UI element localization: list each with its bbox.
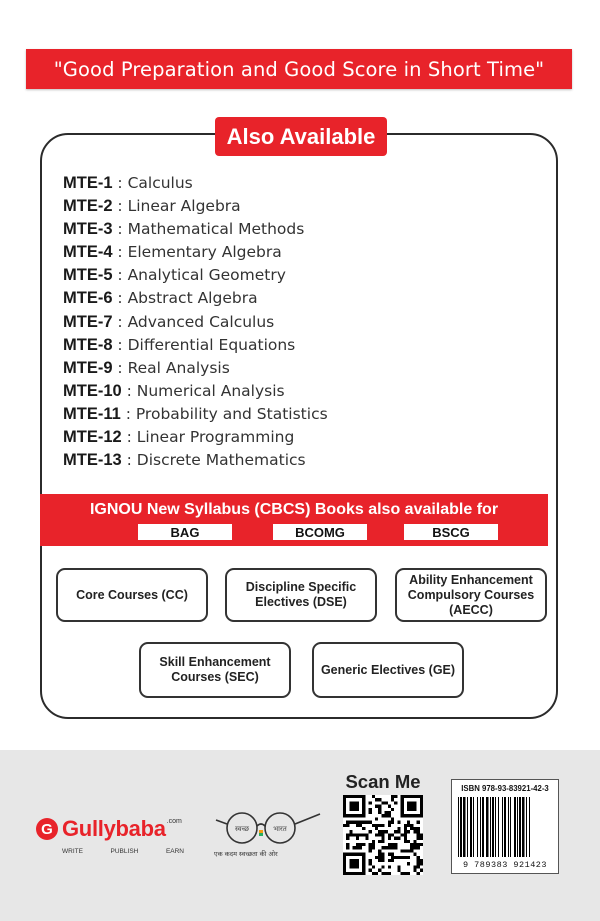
tagline-publish: PUBLISH (110, 848, 139, 855)
course-name: : Differential Equations (112, 335, 296, 354)
course-item (63, 426, 328, 449)
program-chip-bag: BAG (138, 524, 232, 540)
barcode (457, 797, 553, 857)
isbn-barcode-box (451, 779, 559, 874)
logo-suffix: .com (166, 817, 182, 825)
dse-pill: Discipline Specific Electives (DSE) (225, 568, 377, 622)
swachh-left-text: स्वच्छ (234, 825, 250, 833)
course-name: : Analytical Geometry (112, 266, 286, 285)
gullybaba-logo (36, 816, 182, 842)
also-available-heading: Also Available (215, 117, 387, 156)
course-item (63, 334, 328, 357)
swachh-right-text: भारत (273, 825, 287, 833)
course-code: MTE-6 (63, 289, 113, 308)
course-name: : Discrete Mathematics (121, 451, 306, 470)
ignou-title: IGNOU New Syllabus (CBCS) Books also available for (89, 501, 499, 518)
course-item (63, 287, 328, 310)
program-chip-bcomg: BCOMG (273, 524, 367, 540)
program-chip-bscg: BSCG (404, 524, 498, 540)
course-code: MTE-5 (63, 266, 113, 285)
ignou-band (40, 494, 548, 546)
course-name: : Abstract Algebra (112, 289, 258, 308)
course-item (63, 380, 328, 403)
course-code: MTE-4 (63, 243, 113, 262)
course-name: : Calculus (112, 174, 193, 192)
course-name: : Mathematical Methods (112, 220, 305, 239)
course-item (63, 172, 328, 195)
course-code: MTE-11 (63, 404, 121, 423)
gullybaba-logo-icon: G (36, 818, 58, 840)
tagline-banner: "Good Preparation and Good Score in Short Time" (26, 49, 572, 89)
course-name: : Numerical Analysis (121, 381, 285, 400)
course-code: MTE-12 (63, 428, 122, 447)
course-name: : Advanced Calculus (112, 312, 275, 331)
isbn-label: ISBN 978-93-83921-42-3 (461, 784, 549, 793)
course-item (63, 218, 328, 241)
course-list (63, 172, 328, 472)
course-name: : Linear Algebra (112, 197, 241, 216)
course-item (63, 311, 328, 334)
course-code: MTE-10 (63, 381, 122, 400)
course-name: : Linear Programming (121, 428, 295, 447)
core-courses-pill: Core Courses (CC) (56, 568, 208, 622)
course-item (63, 357, 328, 380)
course-item (63, 403, 328, 426)
aecc-pill: Ability Enhancement Compulsory Courses (AECC) (395, 568, 547, 622)
scan-me-label: Scan Me (345, 771, 421, 792)
logo-text: Gullybaba (62, 816, 166, 841)
sec-pill: Skill Enhancement Courses (SEC) (139, 642, 291, 698)
course-code: MTE-3 (63, 220, 113, 239)
tagline-earn: EARN (165, 848, 184, 855)
course-code: MTE-8 (63, 335, 113, 354)
course-code: MTE-2 (63, 197, 113, 216)
logo-tagline (62, 848, 184, 855)
course-item (63, 449, 328, 472)
course-code: MTE-13 (63, 451, 122, 470)
isbn-digits: 9 789383 921423 (462, 860, 547, 870)
course-name: : Real Analysis (112, 358, 230, 377)
course-code: MTE-1 (63, 174, 113, 192)
course-code: MTE-9 (63, 358, 113, 377)
tagline-write: WRITE (62, 848, 83, 855)
course-code: MTE-7 (63, 312, 113, 331)
swachh-caption: एक कदम स्वच्छता की ओर (214, 850, 278, 858)
course-name: : Elementary Algebra (112, 243, 282, 262)
ge-pill: Generic Electives (GE) (312, 642, 464, 698)
course-item (63, 195, 328, 218)
course-item (63, 241, 328, 264)
qr-code (343, 795, 423, 875)
course-item (63, 264, 328, 287)
course-name: : Probability and Statistics (120, 404, 328, 423)
